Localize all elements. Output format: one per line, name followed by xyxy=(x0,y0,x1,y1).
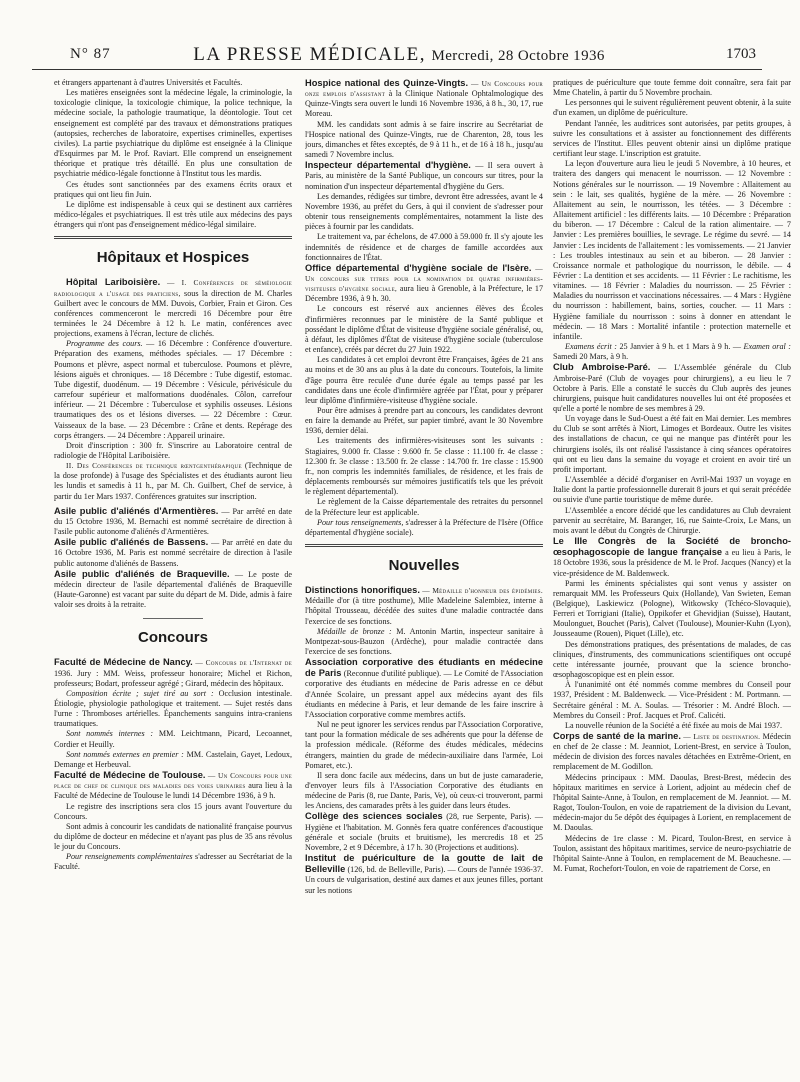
paragraph: Médecins de 1re classe : M. Picard, Toulon-Brest, en service à Toulon, assistant des hôpitaux maritimes, service de neuro-psychiatrie de l'hôpital Sainte-Anne à Toulon, en remplacement de M. Beauchesne. — M. Fumat, Rochefort-Toulon, en voie de rapatriement de Corse, en xyxy=(553,833,791,874)
paragraph: L'Assemblée a encore décidé que les candidatures au Club devraient parvenir au secrétaire, M. Baranger, 16, rue Sainte-Croix, Le Mans, un mois avant le début du Congrès de Chirurgie. xyxy=(553,505,791,535)
section-divider xyxy=(305,544,543,547)
article-marine: Corps de santé de la marine. — Liste de destination. Médecin en chef de 2e classe : M. Jeanniot, Lorient-Brest, en service à Toulon, médecin de division des forces navales détachées en Extrême-Orient, en remplacement de M. Godillon. xyxy=(553,731,791,772)
article-distinctions: Distinctions honorifiques. — Médaille d'honneur des épidémies. Médaille d'or (à titre posthume), Mlle Madeleine Salembiez, interne à l'hôpital Trousseau, décédée des suites d'une maladie contractée dans l'exercice de ses fonctions. xyxy=(305,585,543,626)
article-inspecteur: Inspecteur départemental d'hygiène. — Il sera ouvert à Paris, au ministère de la Santé Publique, un concours sur titres, pour la nomination d'un inspecteur départemental d'hygiène du Gers. xyxy=(305,160,543,191)
article-ambroise-pare: Club Ambroise-Paré. — L'Assemblée générale du Club Ambroise-Paré (Club de voyages pour chirurgiens), a eu lieu le 7 Octobre à Paris. Elle a constaté le succès du Club auprès des jeunes chirurgiens, puisque huit candidatures nouvelles lui ont été proposées et qu'elle a porté le nombre de ses membres à 29. xyxy=(553,362,791,413)
paragraph: Nul ne peut ignorer les services rendus par l'Association Corporative, tant pour la formation médicale de ses adhérents que pour la défense de la profession médicale. (Réforme des études médicales, médecins étrangers, maintien du grade de médecin-auxiliaire dans l'armée, Loi Pomaret, etc.). xyxy=(305,720,543,770)
paragraph: Pour tous renseignements, s'adresser à la Préfecture de l'Isère (Office départemental d'hygiène sociale). xyxy=(305,517,543,537)
article-association: Association corporative des étudiants en médecine de Paris (Reconnue d'utilité publique). — Le Comité de l'Association corporative des étudiants en médecine de Paris adresse en ce début d'Année Scolaire, un pressant appel aux médecins ayant des fils étudiants en médecine à Paris, et leur demande de les faire inscrire à l'Association corporative comme membres actifs. xyxy=(305,657,543,719)
issue-date: Mercredi, 28 Octobre 1936 xyxy=(431,48,605,64)
paragraph: Les demandes, rédigées sur timbre, devront être adressées, avant le 4 Novembre 1936, au préfet du Gers, à qui il convient de s'adresser pour obtenir tous renseignements complémentaires, notamment la liste des pièces à fournir par les candidats. xyxy=(305,191,543,232)
masthead xyxy=(30,44,768,66)
paragraph: Médecins principaux : MM. Daoulas, Brest-Brest, médecin des hôpitaux maritimes en service à Lorient, adjoint au médecin chef de l'hôpital Sainte-Anne, à Toulon, en remplacement de M. Jeanniot. — M. Ragot, Toulon-Toulon, en voie de rapatriement de la division du Levant, médecin-major du 5e dépôt des équipages à Lorient, en remplacement de M. Daoulas. xyxy=(553,772,791,833)
article-isere: Office départemental d'hygiène sociale de l'Isère. — Un concours sur titres pour la nomination de quatre infirmières-visiteuses d'hygiène sociale, aura lieu à Grenoble, à la Préfecture, le 17 Décembre 1936, à 9 h. 30. xyxy=(305,262,543,304)
column-1 xyxy=(54,78,292,1076)
paragraph: Le traitement va, par échelons, de 47.000 à 59.000 fr. Il s'y ajoute les indemnités de résidence et de charges de famille accordées aux fonctionnaires de l'État. xyxy=(305,232,543,262)
article-heading: Hôpital Lariboisière. xyxy=(66,277,161,288)
paragraph: Droit d'inscription : 300 fr. S'inscrire au Laboratoire central de radiologie de l'Hôpital Lariboisière. xyxy=(54,440,292,460)
paragraph: Pour être admises à prendre part au concours, les candidates devront en faire la demande au Préfet, sur papier timbré, avant le 30 Novembre 1936, dernier délai. xyxy=(305,406,543,436)
paragraph: Examens écrit : 25 Janvier à 9 h. et 1 Mars à 9 h. — Examen oral : Samedi 20 Mars, à 9 h. xyxy=(553,342,791,362)
paragraph: et étrangers appartenant à d'autres Universités et Facultés. xyxy=(54,78,243,87)
article-braqueville: Asile public d'aliénés de Braqueville. — Le poste de médecin directeur de l'asile départemental d'aliénés de Braqueville (Haute-Garonne) est vacant par suite du départ de M. Dide, admis à faire valoir ses droits à la retraite. xyxy=(54,568,292,610)
paragraph: pratiques de puériculture que toute femme doit connaître, sera fait par Mme Chatelin, à partir du 5 Novembre prochain. xyxy=(553,78,791,98)
article-institut: Institut de puériculture de la goutte de lait de Belleville (126, bd. de Belleville, Paris). — Cours de l'année 1936-37. Un cours de vulgarisation, destiné aux dames et aux jeunes filles, portant sur les notions xyxy=(305,853,543,895)
paragraph: Les matières enseignées sont la médecine légale, la criminologie, la toxicologie clinique, la toxicologie chimique, la police technique, la médecine sociale, la pathologie traumatique, la déontologie. Tout cet enseignement est complété par des travaux et démonstrations pratiques (autopsies, recherches de laboratoire, expertises criminelles, expertises civiles). La partie psychiatrique du diplôme est enseignée à la Clinique d'Esquirmes par M. le Prof. Raviart. Elle comprend un enseignement théorique et pratique très détaillé. En plus une consultation de psychiatrie médico-légale fonctionne à l'Institut tous les mardis. xyxy=(54,88,292,179)
paragraph: Le règlement de la Caisse départementale des retraites du personnel de la Préfecture leur est applicable. xyxy=(305,497,543,517)
article-nancy: Faculté de Médecine de Nancy. — Concours de l'Internat de 1936. Jury : MM. Weiss, professeur honoraire; Michel et Richon, professeurs; Bodart, professeur agrégé ; Girard, médecin des hôpitaux. xyxy=(54,657,292,688)
paragraph: MM. les candidats sont admis à se faire inscrire au Secrétariat de l'Hospice national des Quinze-Vingts, rue de Charenton, 28, tous les jours, dimanches et fêtes exceptés, de 9 à 11 h., et de 16 à 18 h., jusqu'au samedi 7 Novembre inclus. xyxy=(305,119,543,160)
paragraph: Pendant l'année, les auditrices sont autorisées, par petits groupes, à suivre les consultations et à assister au fonctionnement des différents services de l'Institut. Elles peuvent obtenir ainsi un diplôme pratique certifiant leur stage. L'inscription est gratuite. xyxy=(553,118,791,159)
column-3 xyxy=(553,78,791,1076)
paragraph: La nouvelle réunion de la Société a été fixée au mois de Mai 1937. xyxy=(565,720,783,730)
article-college: Collège des sciences sociales (28, rue Serpente, Paris). — Hygiène et l'habitation. M. Gonnès fera quatre conférences d'acoustique générale et sociale (bruits et bruitisme), les mercredis 18 et 25 Novembre, 2 et 9 Décembre, à 17 h. 30 (Projections et auditions). xyxy=(305,811,543,852)
paragraph: Composition écrite ; sujet tiré au sort : Occlusion intestinale. Étiologie, physiologie pathologique et traitement. — Sujet restés dans l'urne : Thromboses artérielles. Épanchements sanguins intra-craniens traumatiques. xyxy=(54,688,292,729)
short-divider xyxy=(143,618,203,619)
paragraph: Des démonstrations pratiques, des présentations de malades, de cas cliniques, d'instruments, des communications scientifiques ont occupé cette intéressante journée, prouvant que la science broncho-œsophagoscopique est en plein essor. xyxy=(553,639,791,680)
paragraph: Parmi les éminents spécialistes qui sont venus y assister on remarquait MM. les Professeurs Quix (Hollande), Van Swieten, Eeman (Belgique), Laskiewicz (Pologne), Witkowsky (Tchéco-Slovaquie), Ferreri et Torrigiani (Italie), Oppikofer et Ghevidjian (Suisse), Hautant, Moulonguet, Bouchet (Paris), Calvet (Toulouse), Mounier-Kuhn (Lyon), Jousseaume (Rouen), Piquet (Lille), etc. xyxy=(553,578,791,639)
paragraph: II. Des Conférences de technique rœntgenthérapique (Technique de la dose profonde) à l'usage des Spécialistes et des étudiants auront lieu les lundis et samedis à 11 h., par M. Ch. Guilbert, Chef de service, à partir du 1er Mars 1937. Conférences gratuites sur inscription. xyxy=(54,461,292,501)
paragraph: Un voyage dans le Sud-Ouest a été fait en Mai dernier. Les membres du Club se sont arrêtés à Niort, Limoges et Bordeaux. Outre les visites des installations de chacun, ce qui ne manque pas d'intérêt pour les chirurgiens isolés, ils ont réalisé l'assistance à cinq séances opératoires qui ont eu lieu dans la semaine du voyage et croient en avoir tiré un profit important. xyxy=(553,414,791,474)
issue-number: N° 87 xyxy=(70,46,111,62)
paragraph: Médaille de bronze : M. Antonin Martin, inspecteur sanitaire à Montpezat-sous-Bauzon (Ardèche), pour maladie contractée dans l'exercice de ses fonctions. xyxy=(305,626,543,656)
section-title-concours: Concours xyxy=(137,629,208,647)
section-title-hospitals: Hôpitaux et Hospices xyxy=(96,249,250,267)
article-bassens: Asile public d'aliénés de Bassens. — Par arrêté en date du 16 Octobre 1936, M. Paris est nommé secrétaire de direction à l'asile public autonome d'aliénés de Bassens. xyxy=(54,537,292,568)
section-divider xyxy=(54,236,292,239)
page-number: 1703 xyxy=(726,46,756,62)
paragraph: Pour renseignements complémentaires s'adresser au Secrétariat de la Faculté. xyxy=(54,852,292,872)
section-title-nouvelles: Nouvelles xyxy=(388,557,460,575)
article-toulouse: Faculté de Médecine de Toulouse. — Un Concours pour une place de chef de clinique des maladies des voies urinaires aura lieu à la Faculté de Médecine de Toulouse le lundi 14 Décembre 1936, à 9 h. xyxy=(54,770,292,801)
paragraph: À l'unanimité ont été nommés comme membres du Conseil pour 1937, Président : M. Baldenweck. — Vice-Président : M. Portmann. — Secrétaire général : M. A. Soulas. — Trésorier : M. André Bloch. — Membres du Conseil : Prof. Jacques et Prof. Calicéti. xyxy=(553,680,791,720)
paragraph: Sont admis à concourir les candidats de nationalité française pourvus du diplôme de docteur en médecine et n'ayant pas plus de 35 ans révolus le jour du Concours. xyxy=(54,821,292,852)
article-armentieres: Asile public d'aliénés d'Armentières. — Par arrêté en date du 15 Octobre 1936, M. Bernachi est nommé secrétaire de direction à l'asile public autonome d'aliénés d'Armentières. xyxy=(54,505,292,537)
paragraph: Sont nommés externes en premier : MM. Castelain, Gayet, Ledoux, Demange et Herbeuval. xyxy=(54,749,292,769)
page-header xyxy=(30,40,768,66)
paragraph: Programme des cours. — 16 Décembre : Conférence d'ouverture. Préparation des examens, méthodes spéciales. — 17 Décembre : Poumons et plèvre, aspect normal et tuberculose. Poumons et plèvre, lésions aiguës et chroniques. — 18 Décembre : Tube digestif, estomac. Tube digestif, duodénum. — 19 Décembre : Vésicule, périvésicule du carrefour supérieur et malformations duodénales. Côlon, carrefour inférieur. — 21 Décembre : Tuberculose et syphilis osseuses. Lésions traumatiques des os et lésions diverses. — 22 Décembre : Cœur. Vaisseaux de la base. — 23 Décembre : Crâne et dents. Repérage des corps étrangers. — 24 Décembre : Appareil urinaire. xyxy=(54,339,292,440)
paper-name: LA PRESSE MÉDICALE, xyxy=(193,44,426,65)
article-lariboisiere: Hôpital Lariboisière. — I. Conférences de séméiologie radiologique a l'usage des praticiens, sous la direction de M. Charles Guilbert avec le concours de MM. Duvois, Corbier, Frain et Giron. Ces conférences commenceront le mercredi 16 Décembre pour être terminées le 24 Décembre à 12 h. Le matin, conférences avec projections, examens à l'écran, lecture de clichés. xyxy=(54,277,292,339)
paragraph: Les candidates à cet emploi devront être Françaises, âgées de 21 ans au moins et de 30 ans au plus à la date du concours. Toutefois, la limite d'âge pourra être reculée d'une durée égale au temps passé par les candidates dans une école d'infirmière agréée par l'État, pour y préparer leur diplôme d'infirmière-visiteuse d'hygiène sociale. xyxy=(305,355,543,405)
article-broncho: Le IIIe Congrès de la Société de broncho-œsophagoscopie de langue française a eu lieu à Paris, le 18 Octobre 1936, sous la présidence de M. le Prof. Jacques (Nancy) et la vice-présidence de M. Baldenweck. xyxy=(553,536,791,578)
paragraph: Ces études sont sanctionnées par des examens écrits oraux et pratiques qui ont lieu fin Juin. xyxy=(54,179,292,199)
paragraph: Sont nommés internes : MM. Leichtmann, Picard, Lecoannet, Cordier et Heuilly. xyxy=(54,729,292,749)
column-2 xyxy=(305,78,543,1076)
paragraph: Le registre des inscriptions sera clos 15 jours avant l'ouverture du Concours. xyxy=(54,801,292,821)
article-quinze-vingts: Hospice national des Quinze-Vingts. — Un Concours pour onze emplois d'assistant à la Clinique Nationale Ophtalmologique des Quinze-Vingts sera ouvert le lundi 16 Novembre 1936, à 8 h., 30, 17, rue Moreau. xyxy=(305,78,543,119)
header-rule xyxy=(32,69,762,70)
paragraph: Les traitements des infirmières-visiteuses sont les suivants : Stagiaires, 9.000 fr. Classe : 9.600 fr. 5e classe : 11.100 fr. 4e classe : 12.300 fr. 3e classe : 13.500 fr. 2e classe : 14.700 fr. 1re classe : 15.900 fr., non compris les indemnités familiales, de résidence, et les frais de déplacements remboursés sur mémoires justificatifs tels que les prévoit le règlement départemental). xyxy=(305,436,543,497)
paragraph: L'Assemblée a décidé d'organiser en Avril-Mai 1937 un voyage en Italie dont la partie professionnelle durerait 8 jours et qui serait précédée ou suivie d'une partie touristique de même durée. xyxy=(553,475,791,505)
paragraph: Il sera donc facile aux médecins, dans un but de juste camaraderie, d'envoyer leurs fils à l'Association Corporative des étudiants en médecine de Paris (8, rue Dante, Paris, Ve), où ceux-ci trouveront, parmi les Anciens, des camarades prêts à les guider dans leurs études. xyxy=(305,770,543,811)
paragraph: La leçon d'ouverture aura lieu le jeudi 5 Novembre, à 10 heures, et traitera des dangers qui menacent le nourrisson. — 12 Novembre : Notions générales sur le nourrisson. — 19 Novembre : Allaitement au sein : le lait, ses qualités, hygiène de la mère. — 26 Novembre : Allaitement au sein, le nourrisson, les tétées. — 3 Décembre : Allaitement artificiel : les différents laits. — 10 Décembre : Préparation du biberon. — 17 Décembre : Calcul de la ration alimentaire. — 7 Janvier : Les premières bouillies, le sevrage. Le régime du sevré. — 14 Janvier : Les incidents de l'allaitement : les vomissements. — 21 Janvier : Les troubles intestinaux au sein et au biberon. — 28 Janvier : Croissance normale et pathologique du nourrisson, le débile. — 4 Février : La dentition et ses accidents. — 11 Février : Le rachitisme, les vitamines. — 18 Février : Maladies du nourrisson. — 25 Février : Maladies du nourrisson et vaccinations nécessaires. — 4 Mars : Hygiène du nourrisson : habillement, bains, sorties, coucher. — 11 Mars : Hygiène familiale du nourrisson : soins à donner en attendant le médecin. — 18 Mars : Mortalité infantile : protection maternelle et infantile. xyxy=(553,159,791,341)
paragraph: Le concours est réservé aux anciennes élèves des Écoles d'infirmières reconnues par le ministère de la Santé publique et possédant le diplôme d'État de visiteuse d'hygiène sociale généralisé, ou, à défaut, les diplômes d'État de visiteuse d'hygiène sociale (tuberculose et enfance), créés par décret du 27 Juin 1922. xyxy=(305,304,543,355)
paragraph: Les personnes qui le suivent régulièrement peuvent obtenir, à la suite d'un examen, un diplôme de puériculture. xyxy=(553,98,791,118)
paragraph: Le diplôme est indispensable à ceux qui se destinent aux carrières médico-légales et psychiatriques. Il est très utile aux médecins des pays étrangers qui n'ont pas d'enseignement médico-légal similaire. xyxy=(54,199,292,230)
